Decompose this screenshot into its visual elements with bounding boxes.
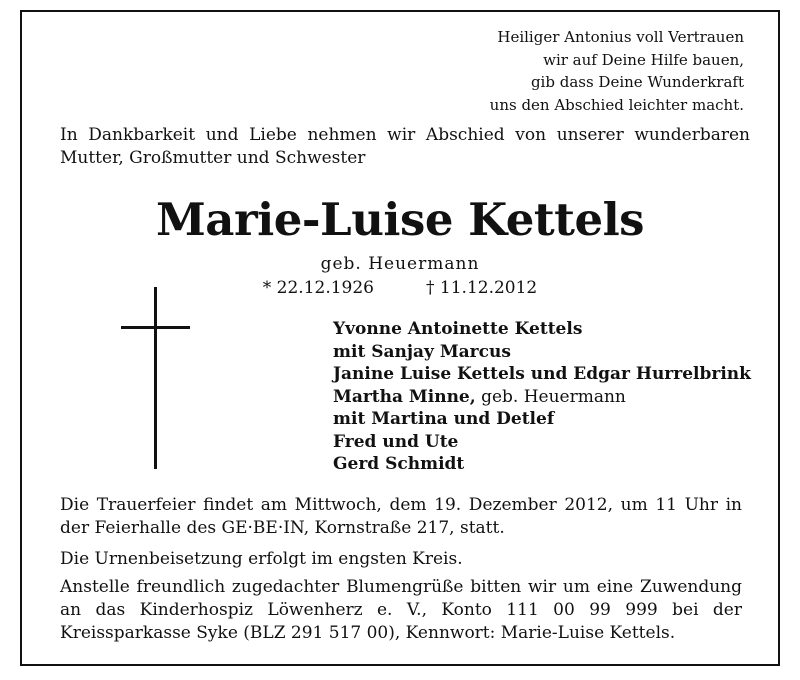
mourner-line: Yvonne Antoinette Kettels [333,319,583,339]
mourner-line: Gerd Schmidt [333,454,465,474]
birth-date: * 22.12.1926 [262,278,374,298]
poem-line: uns den Abschied leichter macht. [489,95,744,114]
mourner-line: mit Martina und Detlef [333,409,555,429]
mourner-birth-name: geb. Heuermann [475,386,626,407]
mourners-list [333,318,751,476]
deceased-name: Marie-Luise Kettels [155,193,645,246]
poem-line: wir auf Deine Hilfe bauen, [543,50,744,69]
intro-text: In Dankbarkeit und Liebe nehmen wir Abschied von unserer wunderbaren Mutter, Großmutter und Schwester [60,125,750,168]
poem-line: Heiliger Antonius voll Vertrauen [497,28,744,46]
life-dates [0,276,800,300]
poem-line: gib dass Deine Wunderkraft [530,73,744,91]
mourner-line: mit Sanjay Marcus [333,341,511,362]
mourner-name: Martha Minne, [333,386,476,407]
urn-info: Die Urnenbeisetzung erfolgt im engsten Kreis. [60,549,463,569]
mourner-line: Janine Luise Kettels und Edgar Hurrelbrink [333,364,751,384]
poem [490,26,744,116]
birth-name: geb. Heuermann [320,254,480,274]
mourner-line [333,386,751,409]
mourner-line: Fred und Ute [333,431,459,452]
death-date: † 11.12.2012 [426,278,538,298]
donation-info: Anstelle freundlich zugedachter Blumengrüße bitten wir um eine Zuwendung an das Kinderhospiz Löwenherz e. V., Konto 111 00 99 999 bei der Kreissparkasse Syke (BLZ 291 517 00), Kennwort: Marie-Luise Kettels. [60,577,742,643]
funeral-info: Die Trauerfeier findet am Mittwoch, dem 19. Dezember 2012, um 11 Uhr in der Feierhalle des GE·BE·IN, Kornstraße 217, statt. [60,495,742,538]
